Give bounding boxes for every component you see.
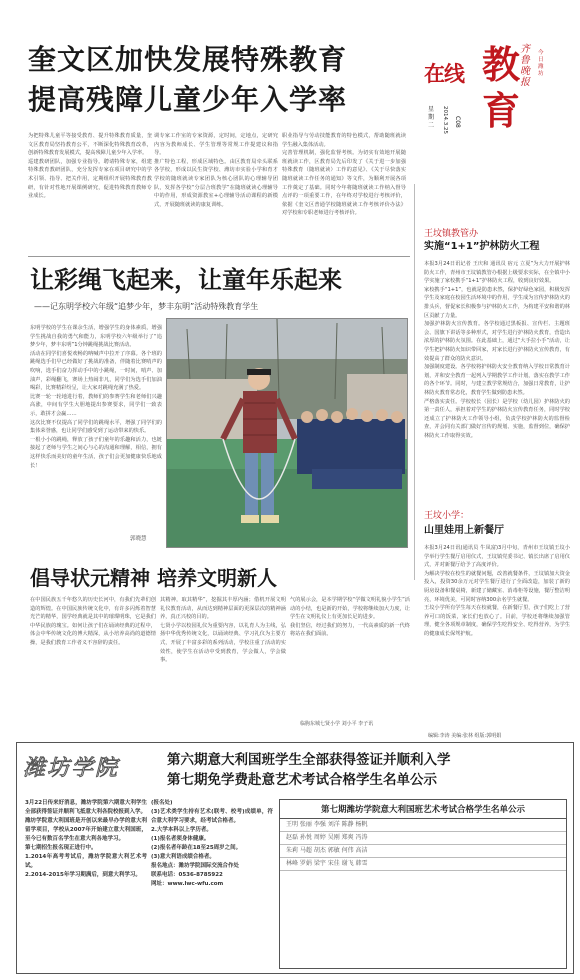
bottom-body-left (30, 596, 156, 732)
story1-body (424, 260, 570, 498)
story2-title: 山里娃用上新餐厅 (424, 525, 504, 536)
ad-text: (报名处) (151, 800, 173, 806)
story2-kicker: 王坟小学： (424, 511, 470, 521)
ad-text: 网址：www.lwc-wfu.com (151, 881, 224, 887)
feature-paragraph: 一根小小的跳绳，释放了孩子们童年的乐趣和活力，也链接起了老师与学生之间心与心的沟通和理解，相信，拥有这样快乐而美好的童年生活，孩子们会更加健康快乐地成长！ (30, 436, 162, 469)
story2-paragraph: 本报3月24日讯(通讯员 牛凤富)3月中旬，青州市王坟镇王坟小学举行学生餐厅启用仪式，王坟镇党委书记、镇长出席了启用仪式，并对新餐厅给予了高度评价。 (424, 545, 570, 569)
feature-photo (166, 318, 408, 548)
edition-label: 今日潍坊 (538, 50, 544, 77)
lead-body-left (28, 132, 152, 250)
bottom-body-right (290, 596, 410, 716)
feature-paragraph: 东明学校的学生在课余生活，增强学生的身体素质，增强学生挑战自我的勇气和能力，东明学校六年级举行了“追梦少年，梦丰东明”1分钟跳绳挑战比赛活动。 (30, 325, 162, 349)
ad-col-2 (151, 799, 273, 969)
ad-headline-1: 第六期意大利国班学生全部获得签证并顺利入学 (167, 752, 451, 768)
ad-text: 3月22日传来好消息，潍坊学院第六期意大利学生全部获得签证并顺利飞抵意大利各院校报到入学。 (25, 800, 147, 815)
feature-body (30, 324, 162, 540)
masthead (420, 40, 560, 170)
bottom-body-mid (160, 596, 286, 732)
divider (28, 256, 410, 257)
story2-body (424, 544, 570, 732)
ad-table (279, 799, 567, 969)
ad-text: 联系电话：0536-8785922 (151, 872, 223, 878)
section-label: 在线 (424, 61, 464, 86)
bottom-paragraph: 七贤小学以校园礼仪为重要内容，以礼育人为主线，弘扬中华优秀传统文化，以诵读经典、学习礼仪为主要方式，开展了丰富多彩的系列活动，学校注重了活动的实效性，使学生在活动中受到教育，学会做人，学会做事。 (160, 622, 286, 664)
ad-text: 2.大学本科以上学历者。 (151, 827, 212, 833)
weekday-label: 星期二 (428, 106, 435, 129)
ad-logo: 潍坊学院 (23, 756, 120, 781)
story1-paragraph: 本报3月24日讯记者 王庆和 通讯员 宿元 立夏”为大力开展护林防火工作，青州市王坟镇教管办根据上级要求实际，在全镇中小学实施了家校携手“1+1”护林防火工程，收到良好效果。 (424, 261, 570, 285)
ad-text: (3)意大利语成绩合格者。 (151, 854, 215, 860)
ad-table-row: 赵磊 孙悦 周婷 吴刚 郑爽 冯涛 (280, 832, 566, 845)
feature-subtitle: ——记东明学校六年级“追梦少年，梦丰东明”活动特殊教育学生 (34, 302, 259, 311)
ad-text: 潍坊学院意大利国班是开创以来最早办学的意大利留学项目，学校从2007年开始建立意大利国班，至今已有数百名学生在意大利各地学习。 (25, 818, 147, 842)
ad-table-title: 第七期潍坊学院意大利国班艺术考试合格学生名单公示 (280, 800, 566, 819)
story1-title: 实施“1+1”护林防火工程 (424, 241, 540, 252)
lead-paragraph: 为把特殊儿童平等接受教育、提升特殊教育质量，奎文区教育局坚持教育公平，不断深化特殊教育改革，创新特殊教育发展模式，提高残障儿童少年入学率。 (28, 133, 152, 157)
ad-table-row: 林峰 罗娟 梁宇 宋佳 谢飞 韩雪 (280, 858, 566, 871)
ad-text: 2.2014-2015年学习期满后，到意大利学习。 (25, 872, 141, 878)
big-title: 教育 (482, 42, 521, 133)
footer-credit: 编辑:李涛 美编:张林 组版:郭明娟 (428, 733, 502, 739)
ad-text: (3)艺术类学生持有艺术(联考、校考)成绩单，符合意大利学习要求，经考试合格者。 (151, 809, 273, 824)
bottom-paragraph: 气的展示会，是本学期学校“学做文明礼貌小学生”活动的小结，也是新的开始，学校将继续加大力度，让学生在文明礼仪上有更加长足的进步。 (290, 597, 410, 621)
story1-paragraph: 家校携手“1+1”，也就是防患未然，保护好绿色家园，积极发挥学生及家庭在校园生活环境中的作用，学生成为宣传护林防火的排头兵，督促家长积极参与护林防火工作，为构建平安和谐的林区贡献了力量。 (424, 286, 570, 319)
jump-rope-photo (167, 319, 408, 548)
lead-title-1: 奎文区加快发展特殊教育 (28, 43, 348, 76)
ad-col-1 (25, 799, 147, 969)
ad-headline-2: 第七期免学费赴意艺术考试合格学生名单公示 (167, 772, 437, 788)
bottom-paragraph: 我们坚信，经过我们的努力，一代高素质的新一代终将站在我们面前。 (290, 622, 410, 638)
bottom-byline: 临朐东城七贤小学 刘小平 李子讯 (300, 721, 374, 727)
bottom-paragraph: 在中国民族五千年悠久的历史长河中，有我们先辈们创造的辉煌。在中国民族传统文化中，有许多闪烁着智慧光芒的精华，国学经典就是其中的璀璨明珠，它是我们中华民族的瑰宝。如何让孩子们在诵读经典的过程中，体会中华传统文化的博大精深，从小培养高尚的道德情操，是我们教育工作者义不容辞的责任。 (30, 597, 156, 646)
feature-paragraph: 这次比赛不仅提高了同学们的跳绳水平，增强了同学们的集体荣誉感，也让同学们感受到了运动带来的快乐。 (30, 419, 162, 435)
ad-text: (1)报名者须身体健康。 (151, 836, 210, 842)
ad-text: 1.2014年高考考试后，潍坊学院意大利艺术考试。 (25, 854, 147, 869)
story1-paragraph: 严格落实责任。学校校长（园长）是学校（幼儿园）护林防火的第一责任人，承担着对学生的护林防火宣传教育任务，同时学校还成立了护林防火工作领导小组，负责学校护林防火的监督检查，并会同有关部门做好宣传的规划、实施，监督到位，确保护林防火工作取得实效。 (424, 398, 570, 439)
paper-name: 齐鲁晚报 (520, 44, 530, 88)
lead-paragraph: 调专家工作室的专家资源，定时间，定地点，定研究内容为教师成长、学生管理等常规工作提建议和指导。 (154, 133, 278, 157)
feature-title: 让彩绳飞起来，让童年乐起来 (30, 266, 342, 294)
story1-paragraph: 加强制度建设。各学校将护林防火安全教育纳入学校日常教育计划，并和安全教育一起列入学期教学工作计划，落实在教学工作的各个环节。同时，与建立教学常规结合，加强日常教育，让护林防火教育常态化，教育学生做到防患未然。 (424, 364, 570, 396)
feature-paragraph: 比赛一轮一轮地进行着，教师们的参赛学生和老师们兴趣高涨，中间有学生大胆地提出参赛要求，同学们一致表示，敢拼才会赢…… (30, 393, 162, 417)
lead-body-mid (154, 132, 278, 250)
ad-table-row: 朱莉 马超 胡杰 郭敏 何伟 高洁 (280, 845, 566, 858)
ad-text: (2)报名者年龄在18至25周岁之间。 (151, 845, 242, 851)
story2-paragraph: 为解决学校在校生的就餐问题，改善就餐条件，王坟镇加大资金投入，投资30余万元对学生餐厅进行了全面改造，加装了新的厨房设备和餐桌椅，新建了储藏室、消毒柜等设施，餐厅整洁明亮，环境优美，可同时容纳300余名学生就餐。 (424, 570, 570, 603)
bottom-paragraph: 其精神，取其精华”，挖掘其丰厚内涵；借机开展文明礼仪教育活动，从而达到精神层面的更深层次的精神涵养，真正兴校的目的。 (160, 597, 286, 621)
lead-paragraph: 推广特色工程，形成区域特色。由区教育局牵头联系各学校，形成以民生资学校、潍坊市实验小学和育才学校的随班就读专家团队为核心团队的心理辅导团队，发挥各学校“分层合班教学”在随班就读心理辅导中的作用，形成资源教室+心理辅导活动课程的新模式，开展随班就读的康复训练。 (154, 158, 278, 208)
ad-block (16, 742, 574, 974)
date-label: 2014.3.25 (442, 106, 448, 134)
ad-text: 报名地点：潍坊学院国际交流合作处 (151, 863, 240, 869)
story1-paragraph: 加强护林防火宣传教育。各学校通过黑板报、宣传栏、主题班会、国旗下讲话等多种形式，对学生进行护林防火教育，营造出浓厚的护林防火氛围。在此基础上，通过“大手拉小手”活动，让学生把护林防火知识带回家，对家长进行护林防火宣传教育，有效提高了群众的防火意识。 (424, 321, 570, 362)
right-divider (414, 184, 415, 580)
ad-text: 第七期招生报名现正进行中。 (25, 845, 97, 851)
lead-paragraph: 巡建教研团队，加强专业指导。聘请特殊专家，组建特殊教育教研团队，充分发挥专家在项目研究中的学术引领、指导、把关作用，定期组织开展特殊教育教研，有针对性地开展课例研究，促进特殊教育教师专业成长。 (28, 158, 152, 200)
lead-body-right (282, 132, 406, 250)
lead-paragraph: 职业指导与劳动技能教育的特色模式，帮助随班就读学生融入集体活动。 (282, 133, 406, 148)
ad-table-row: 王明 张丽 李强 刘洋 陈静 杨帆 (280, 819, 566, 832)
story2-paragraph: 王坟小学所有学生每天在校就餐，在新餐厅里，孩子们吃上了营养可口的饭菜，家长们也放心了。目前，学校还将继续加强管理，健全各项规章制度，确保学生吃得安全、吃得营养，为学生的健康成长保驾护航。 (424, 605, 570, 637)
lead-paragraph: 完善管理机制，强化监督考核。为切实有效地开展随班就读工作，区教育局先后印发了《关于进一步加强特殊教育（随班就读）工作的意见》、《关于尽快落实随班就读工作任务的通知》等文件，为顺利开展各项工作奠定了基础。同时今年将随班就读工作纳入督导点评的一项重要工作，在年终对学校进行考核评价，依据《奎文区普通学校随班就读工作考核评价办法》对学校和专职老师进行考核评价。 (282, 150, 406, 217)
feature-paragraph: 活动在同学们喜悦欢畅的呐喊声中拉开了序幕。各个班的跳绳选手们早已经做好了挑战的准备，伴随着比赛哨声的吹响，选手们奋力挥动手中的小跳绳，一时间，哨声、加油声，彩绳翻飞，赛场上热闹非凡，同学们为选手们加油喝彩，比赛精彩纷呈，让大家对跳绳充满了热爱。 (30, 350, 162, 392)
lead-title-2: 提高残障儿童少年入学率 (28, 83, 348, 116)
feature-byline: 郭晓慧 (130, 536, 147, 542)
story1-kicker: 王坟镇教管办 (424, 229, 479, 239)
bottom-title: 倡导状元精神 培养文明新人 (30, 566, 277, 590)
page-number: C08 (454, 116, 461, 128)
